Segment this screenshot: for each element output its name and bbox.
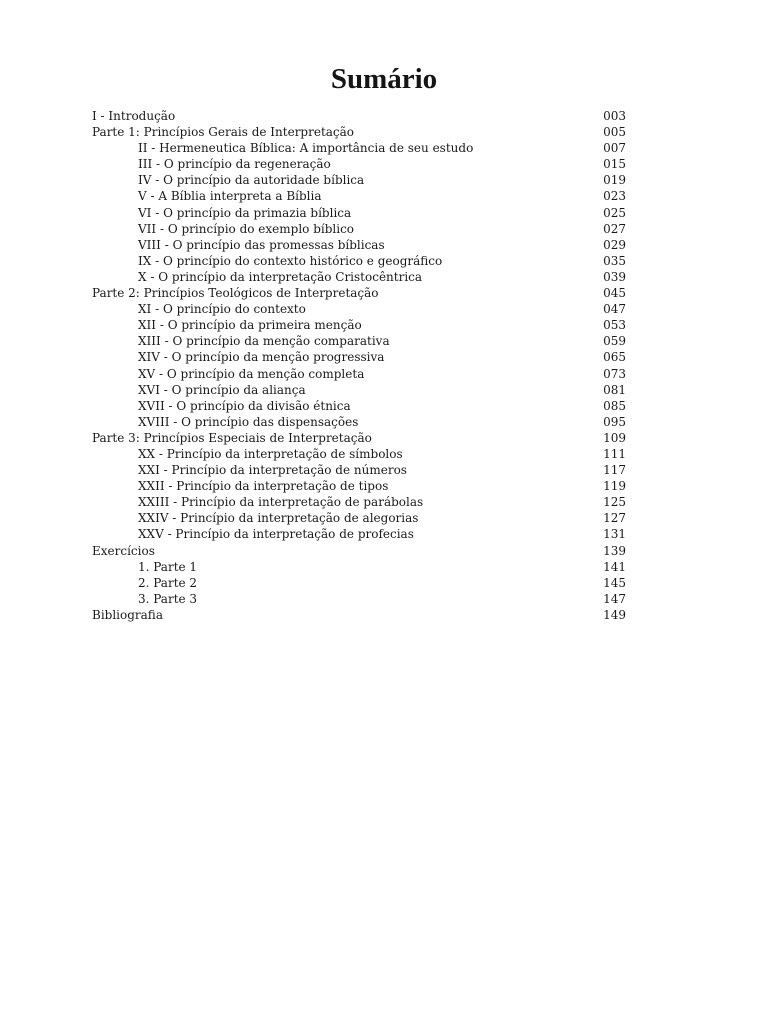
toc-entry xyxy=(92,237,626,253)
toc-entry-label: XVII - O princípio da divisão étnica xyxy=(138,398,351,413)
toc-entry-page: 109 xyxy=(603,430,626,445)
toc-entry-label: XII - O princípio da primeira menção xyxy=(138,318,362,333)
toc-entry-label: XV - O princípio da menção completa xyxy=(138,366,365,381)
toc-entry-label: Bibliografia xyxy=(92,607,163,622)
toc-entry-label: Parte 1: Princípios Gerais de Interpretação xyxy=(92,125,355,140)
table-of-contents xyxy=(92,108,626,623)
toc-entry-label: XVIII - O princípio das dispensações xyxy=(138,414,359,429)
toc-entry xyxy=(92,591,626,607)
toc-entry-label: XXI - Princípio da interpretação de números xyxy=(138,463,407,478)
toc-entry xyxy=(92,526,626,542)
toc-entry-page: 005 xyxy=(603,125,626,140)
toc-entry xyxy=(92,382,626,398)
toc-entry-page: 073 xyxy=(603,366,626,381)
toc-entry-page: 145 xyxy=(603,575,626,590)
toc-entry xyxy=(92,285,626,301)
toc-entry-page: 117 xyxy=(603,463,626,478)
toc-entry-label: X - O princípio da interpretação Cristocêntrica xyxy=(138,269,423,284)
toc-entry-label: XIV - O princípio da menção progressiva xyxy=(138,350,385,365)
toc-entry xyxy=(92,205,626,221)
toc-entry-label: XXV - Princípio da interpretação de profecias xyxy=(138,527,414,542)
toc-entry-page: 027 xyxy=(603,221,626,236)
toc-entry-page: 085 xyxy=(603,398,626,413)
toc-entry-page: 015 xyxy=(603,157,626,172)
toc-entry-label: Parte 3: Princípios Especiais de Interpretação xyxy=(92,430,372,445)
toc-entry-label: Exercícios xyxy=(92,543,155,558)
toc-entry xyxy=(92,108,626,124)
toc-entry xyxy=(92,366,626,382)
toc-entry xyxy=(92,398,626,414)
toc-entry xyxy=(92,140,626,156)
toc-entry xyxy=(92,607,626,623)
toc-entry xyxy=(92,575,626,591)
toc-entry-page: 023 xyxy=(603,189,626,204)
toc-entry-label: 2. Parte 2 xyxy=(138,575,198,590)
toc-entry-page: 035 xyxy=(603,253,626,268)
toc-entry xyxy=(92,414,626,430)
toc-entry-label: XXIII - Princípio da interpretação de parábolas xyxy=(138,495,424,510)
toc-entry-page: 127 xyxy=(603,511,626,526)
toc-entry-label: XXII - Princípio da interpretação de tipos xyxy=(138,479,389,494)
toc-entry-page: 003 xyxy=(603,109,626,123)
toc-entry-label: IX - O princípio do contexto histórico e geográfico xyxy=(138,253,443,268)
toc-entry-label: XXIV - Princípio da interpretação de alegorias xyxy=(138,511,419,526)
toc-entry-label: 3. Parte 3 xyxy=(138,591,198,606)
toc-entry xyxy=(92,301,626,317)
toc-entry xyxy=(92,478,626,494)
page-title: Sumário xyxy=(330,63,438,95)
toc-entry xyxy=(92,510,626,526)
toc-entry xyxy=(92,446,626,462)
toc-entry-label: VI - O princípio da primazia bíblica xyxy=(138,205,352,220)
toc-entry-page: 081 xyxy=(603,382,626,397)
toc-entry-page: 019 xyxy=(603,173,626,188)
toc-entry-page: 029 xyxy=(603,237,626,252)
toc-entry-page: 119 xyxy=(603,479,626,494)
toc-entry xyxy=(92,221,626,237)
toc-entry-label: IV - O princípio da autoridade bíblica xyxy=(138,173,365,188)
toc-entry-page: 039 xyxy=(603,269,626,284)
toc-entry xyxy=(92,253,626,269)
toc-entry-page: 053 xyxy=(603,318,626,333)
toc-entry xyxy=(92,269,626,285)
toc-entry xyxy=(92,462,626,478)
toc-entry-label: II - Hermeneutica Bíblica: A importância de seu estudo xyxy=(138,141,474,156)
toc-entry-label: I - Introdução xyxy=(92,109,176,123)
toc-entry-page: 007 xyxy=(603,141,626,156)
toc-entry-label: Parte 2: Princípios Teológicos de Interpretação xyxy=(92,286,379,301)
toc-entry-page: 139 xyxy=(603,543,626,558)
toc-entry-label: XX - Princípio da interpretação de símbolos xyxy=(138,446,403,461)
toc-entry xyxy=(92,349,626,365)
toc-entry-label: XVI - O princípio da aliança xyxy=(138,382,306,397)
toc-entry-label: VII - O princípio do exemplo bíblico xyxy=(138,221,355,236)
toc-entry-page: 131 xyxy=(603,527,626,542)
toc-entry-label: XI - O princípio do contexto xyxy=(138,302,306,317)
toc-entry xyxy=(92,188,626,204)
toc-entry xyxy=(92,430,626,446)
toc-entry-label: 1. Parte 1 xyxy=(138,559,198,574)
toc-entry-page: 095 xyxy=(603,414,626,429)
toc-entry xyxy=(92,333,626,349)
toc-entry-page: 149 xyxy=(603,607,626,622)
toc-entry xyxy=(92,494,626,510)
toc-entry-page: 047 xyxy=(603,302,626,317)
toc-entry-page: 025 xyxy=(603,205,626,220)
toc-entry xyxy=(92,156,626,172)
toc-entry-page: 059 xyxy=(603,334,626,349)
toc-entry-page: 147 xyxy=(603,591,626,606)
toc-entry-label: VIII - O princípio das promessas bíblicas xyxy=(138,237,385,252)
toc-entry-page: 111 xyxy=(603,446,626,461)
toc-entry xyxy=(92,543,626,559)
toc-entry-label: III - O princípio da regeneração xyxy=(138,157,331,172)
toc-entry xyxy=(92,559,626,575)
toc-entry-page: 141 xyxy=(603,559,626,574)
toc-entry xyxy=(92,317,626,333)
toc-entry-label: XIII - O princípio da menção comparativa xyxy=(138,334,390,349)
toc-entry xyxy=(92,124,626,140)
toc-entry-page: 045 xyxy=(603,286,626,301)
toc-entry-page: 125 xyxy=(603,495,626,510)
toc-entry-page: 065 xyxy=(603,350,626,365)
toc-entry-label: V - A Bíblia interpreta a Bíblia xyxy=(138,189,322,204)
toc-entry xyxy=(92,172,626,188)
